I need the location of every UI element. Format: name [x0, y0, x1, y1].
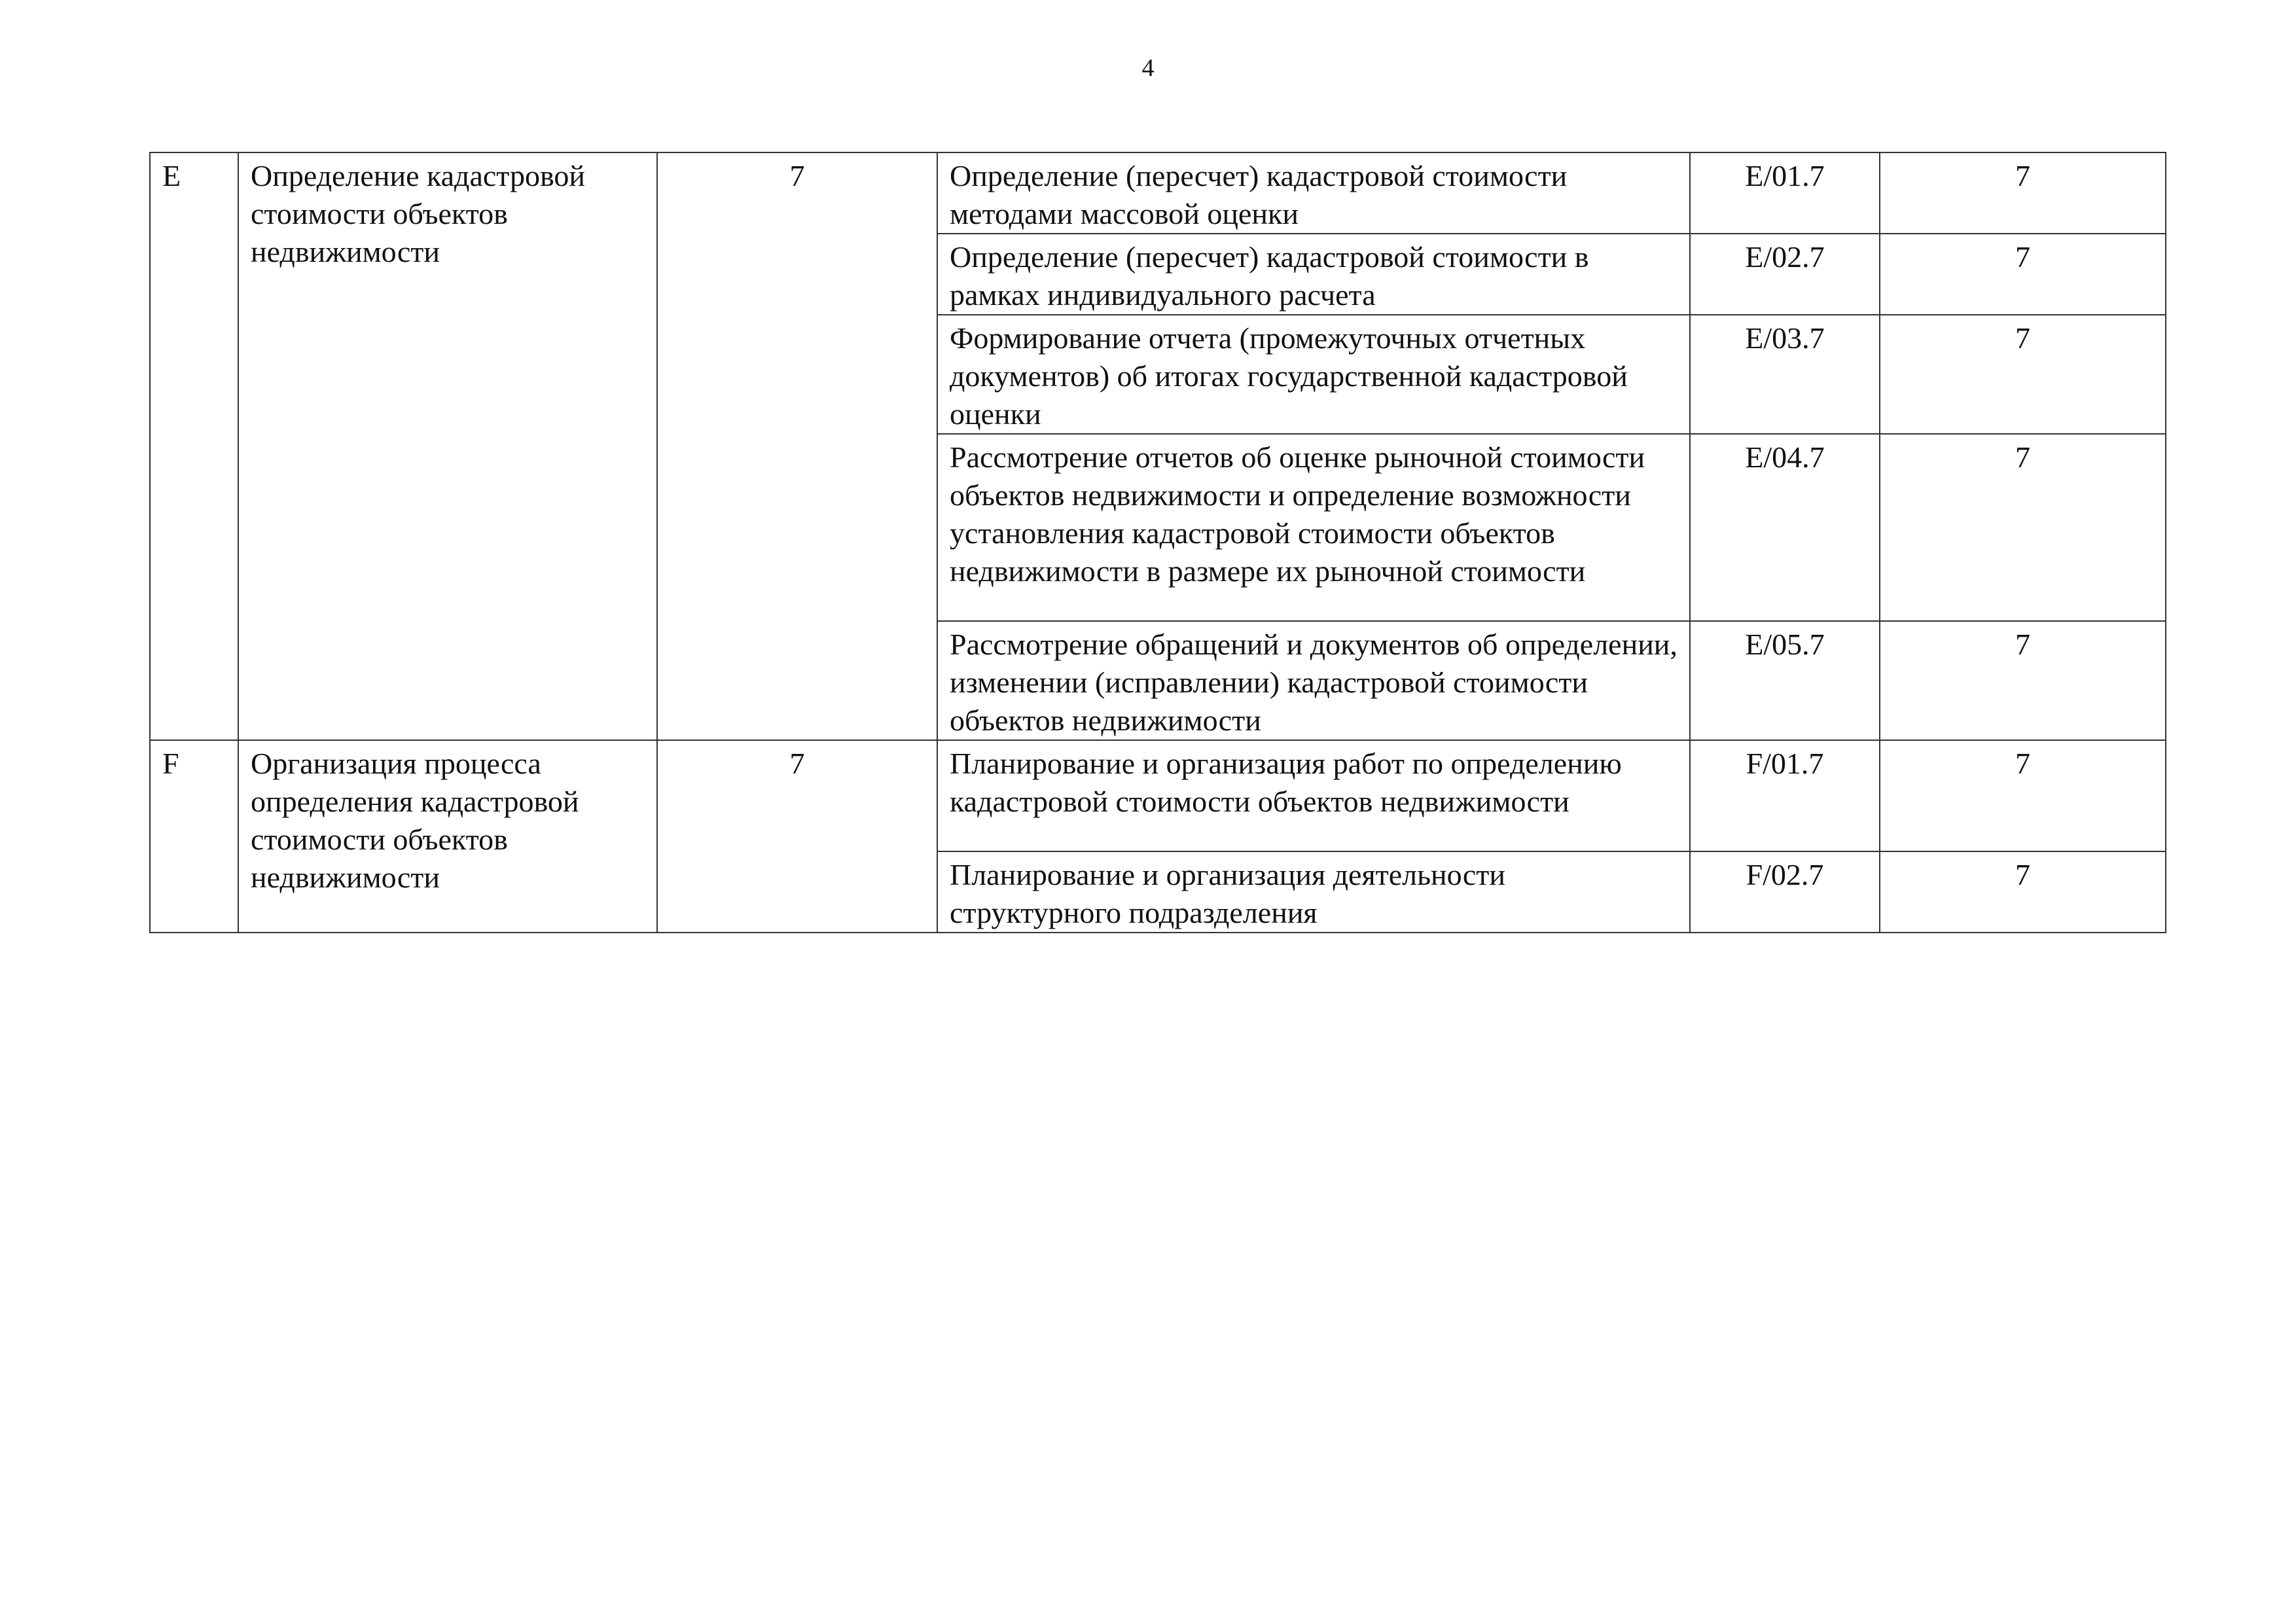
page-number: 4 [1141, 54, 1155, 82]
labor-function-name: Планирование и организация работ по определению кадастровой стоимости объектов недвижимости [937, 740, 1690, 851]
labor-function-code: E/04.7 [1690, 434, 1880, 621]
generalized-function-name: Определение кадастровой стоимости объектов недвижимости [238, 152, 657, 740]
labor-function-name: Определение (пересчет) кадастровой стоимости методами массовой оценки [937, 152, 1690, 234]
labor-function-level: 7 [1880, 315, 2166, 434]
table-row [150, 740, 2166, 851]
labor-functions-table [149, 152, 2166, 933]
labor-function-name: Планирование и организация деятельности структурного подразделения [937, 851, 1690, 933]
labor-function-level: 7 [1880, 851, 2166, 933]
labor-function-code: E/02.7 [1690, 234, 1880, 315]
table-row [150, 152, 2166, 234]
labor-function-level: 7 [1880, 152, 2166, 234]
labor-function-name: Рассмотрение обращений и документов об определении, изменении (исправлении) кадастровой стоимости объектов недвижимости [937, 621, 1690, 740]
labor-function-name: Рассмотрение отчетов об оценке рыночной стоимости объектов недвижимости и определение возможности установления кадастровой стоимости объектов недвижимости в размере их рыночной стоимости [937, 434, 1690, 621]
labor-function-level: 7 [1880, 740, 2166, 851]
labor-function-level: 7 [1880, 621, 2166, 740]
labor-function-code: F/02.7 [1690, 851, 1880, 933]
labor-function-level: 7 [1880, 434, 2166, 621]
labor-function-name: Определение (пересчет) кадастровой стоимости в рамках индивидуального расчета [937, 234, 1690, 315]
generalized-function-level: 7 [657, 740, 937, 933]
generalized-function-code: E [150, 152, 238, 740]
labor-function-level: 7 [1880, 234, 2166, 315]
labor-function-name: Формирование отчета (промежуточных отчетных документов) об итогах государственной кадастровой оценки [937, 315, 1690, 434]
labor-function-code: E/01.7 [1690, 152, 1880, 234]
generalized-function-code: F [150, 740, 238, 933]
generalized-function-name: Организация процесса определения кадастровой стоимости объектов недвижимости [238, 740, 657, 933]
generalized-function-level: 7 [657, 152, 937, 740]
labor-function-code: E/05.7 [1690, 621, 1880, 740]
labor-function-code: E/03.7 [1690, 315, 1880, 434]
labor-function-code: F/01.7 [1690, 740, 1880, 851]
